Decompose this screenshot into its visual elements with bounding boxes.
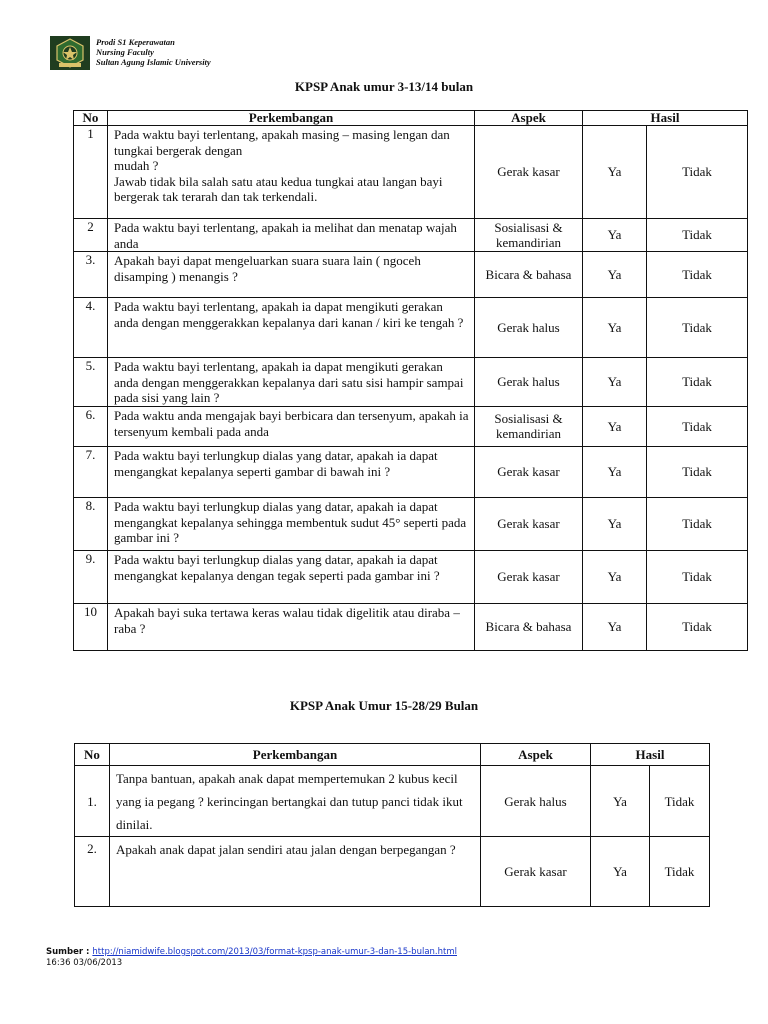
- table1-header-perkembangan: Perkembangan: [108, 111, 475, 126]
- row-hasil-ya[interactable]: Ya: [583, 603, 647, 650]
- table2-row: [75, 766, 710, 837]
- source-label: Sumber :: [46, 947, 93, 957]
- row-hasil-ya[interactable]: Ya: [583, 126, 647, 219]
- row-perkembangan-text: Pada waktu bayi terlentang, apakah masing – masing lengan dan tungkai bergerak dengan mudah ? Jawab tidak bila salah satu atau kedua tungkai atau langan bayi bergerak tak terarah dan tak terkendali.: [108, 126, 475, 219]
- table2-header-perkembangan: Perkembangan: [110, 744, 481, 766]
- row-aspek: Bicara & bahasa: [475, 252, 583, 298]
- row-hasil-ya[interactable]: Ya: [583, 252, 647, 298]
- row-number: 1: [74, 126, 108, 219]
- row-number: 2.: [75, 837, 110, 907]
- header-line-university: Sultan Agung Islamic University: [96, 57, 211, 67]
- table1-row: [74, 219, 748, 252]
- row-hasil-ya[interactable]: Ya: [583, 358, 647, 407]
- row-aspek: Gerak halus: [475, 358, 583, 407]
- row-hasil-ya[interactable]: Ya: [583, 298, 647, 358]
- row-number: 1.: [75, 766, 110, 837]
- row-hasil-tidak[interactable]: Tidak: [647, 358, 748, 407]
- row-aspek: Gerak halus: [475, 298, 583, 358]
- source-footer: [46, 947, 457, 969]
- table1-row: [74, 406, 748, 446]
- table1-header-hasil: Hasil: [583, 111, 748, 126]
- row-perkembangan-text: Pada waktu bayi terlungkup dialas yang datar, apakah ia dapat mengangkat kepalanya sehingga membentuk sudut 45° seperti pada gambar ini ?: [108, 497, 475, 550]
- table1-title: KPSP Anak umur 3-13/14 bulan: [294, 79, 474, 94]
- row-hasil-tidak[interactable]: Tidak: [647, 252, 748, 298]
- row-perkembangan-text: Apakah anak dapat jalan sendiri atau jalan dengan berpegangan ?: [110, 837, 481, 907]
- row-number: 9.: [74, 550, 108, 603]
- row-number: 6.: [74, 406, 108, 446]
- row-aspek: Sosialisasi & kemandirian: [475, 219, 583, 252]
- row-number: 2: [74, 219, 108, 252]
- kpsp-table-15-29-months: [74, 743, 710, 907]
- row-aspek: Gerak halus: [481, 766, 591, 837]
- table1-header-row: [74, 111, 748, 126]
- table2-row: [75, 837, 710, 907]
- table1-header-no: No: [74, 111, 108, 126]
- row-number: 7.: [74, 446, 108, 497]
- row-hasil-tidak[interactable]: Tidak: [650, 766, 710, 837]
- row-aspek: Bicara & bahasa: [475, 603, 583, 650]
- header-line-faculty: Nursing Faculty: [96, 47, 154, 57]
- row-number: 10: [74, 603, 108, 650]
- row-number: 4.: [74, 298, 108, 358]
- row-hasil-ya[interactable]: Ya: [591, 837, 650, 907]
- source-link[interactable]: http://niamidwife.blogspot.com/2013/03/format-kpsp-anak-umur-3-dan-15-bulan.html: [92, 947, 457, 957]
- row-perkembangan-text: Apakah bayi suka tertawa keras walau tidak digelitik atau diraba – raba ?: [108, 603, 475, 650]
- row-aspek: Gerak kasar: [475, 497, 583, 550]
- university-logo-icon: [50, 36, 90, 70]
- row-perkembangan-text: Pada waktu bayi terlentang, apakah ia dapat mengikuti gerakan anda dengan menggerakkan kepalanya dari kanan / kiri ke tengah ?: [108, 298, 475, 358]
- table2-header-hasil: Hasil: [591, 744, 710, 766]
- row-perkembangan-text: Pada waktu bayi terlungkup dialas yang datar, apakah ia dapat mengangkat kepalanya dengan tegak seperti pada gambar ini ?: [108, 550, 475, 603]
- table2-header-row: [75, 744, 710, 766]
- row-perkembangan-text: Pada waktu bayi terlentang, apakah ia dapat mengikuti gerakan anda dengan menggerakkan kepalanya dari satu sisi hampir sampai pada sisi yang lain ?: [108, 358, 475, 407]
- row-hasil-ya[interactable]: Ya: [583, 550, 647, 603]
- row-hasil-ya[interactable]: Ya: [583, 219, 647, 252]
- row-hasil-ya[interactable]: Ya: [583, 446, 647, 497]
- row-hasil-tidak[interactable]: Tidak: [647, 219, 748, 252]
- row-hasil-tidak[interactable]: Tidak: [647, 446, 748, 497]
- table1-row: [74, 446, 748, 497]
- row-hasil-ya[interactable]: Ya: [583, 497, 647, 550]
- row-hasil-ya[interactable]: Ya: [591, 766, 650, 837]
- table1-row: [74, 298, 748, 358]
- table1-row: [74, 603, 748, 650]
- row-aspek: Gerak kasar: [475, 550, 583, 603]
- row-hasil-tidak[interactable]: Tidak: [647, 603, 748, 650]
- row-aspek: Sosialisasi & kemandirian: [475, 406, 583, 446]
- row-aspek: Gerak kasar: [481, 837, 591, 907]
- row-perkembangan-text: Pada waktu bayi terlentang, apakah ia melihat dan menatap wajah anda: [108, 219, 475, 252]
- row-hasil-ya[interactable]: Ya: [583, 406, 647, 446]
- row-hasil-tidak[interactable]: Tidak: [650, 837, 710, 907]
- row-hasil-tidak[interactable]: Tidak: [647, 126, 748, 219]
- row-perkembangan-text: Pada waktu anda mengajak bayi berbicara dan tersenyum, apakah ia tersenyum kembali pada anda: [108, 406, 475, 446]
- row-aspek: Gerak kasar: [475, 126, 583, 219]
- row-hasil-tidak[interactable]: Tidak: [647, 497, 748, 550]
- table1-row: [74, 497, 748, 550]
- row-number: 8.: [74, 497, 108, 550]
- table1-row: [74, 252, 748, 298]
- table2-header-aspek: Aspek: [481, 744, 591, 766]
- row-number: 5.: [74, 358, 108, 407]
- row-perkembangan-text: Pada waktu bayi terlungkup dialas yang datar, apakah ia dapat mengangkat kepalanya seperti gambar di bawah ini ?: [108, 446, 475, 497]
- table1-row: [74, 550, 748, 603]
- source-timestamp: 16:36 03/06/2013: [46, 958, 123, 968]
- row-perkembangan-text: Tanpa bantuan, apakah anak dapat mempertemukan 2 kubus kecil yang ia pegang ? kerincingan bertangkai dan tutup panci tidak ikut dinilai.: [110, 766, 481, 837]
- header-line-program: Prodi S1 Keperawatan: [96, 37, 175, 47]
- row-hasil-tidak[interactable]: Tidak: [647, 550, 748, 603]
- row-hasil-tidak[interactable]: Tidak: [647, 406, 748, 446]
- table1-row: [74, 358, 748, 407]
- row-perkembangan-text: Apakah bayi dapat mengeluarkan suara suara lain ( ngoceh disamping ) menangis ?: [108, 252, 475, 298]
- table2-header-no: No: [75, 744, 110, 766]
- row-number: 3.: [74, 252, 108, 298]
- table1-header-aspek: Aspek: [475, 111, 583, 126]
- row-aspek: Gerak kasar: [475, 446, 583, 497]
- kpsp-table-3-14-months: [73, 110, 748, 651]
- table2-title: KPSP Anak Umur 15-28/29 Bulan: [289, 698, 479, 713]
- row-hasil-tidak[interactable]: Tidak: [647, 298, 748, 358]
- table1-row: [74, 126, 748, 219]
